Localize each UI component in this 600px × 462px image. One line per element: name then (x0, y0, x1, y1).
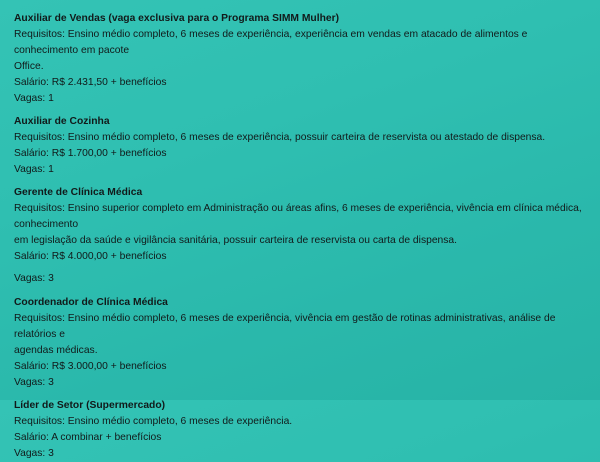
job-title: Coordenador de Clínica Médica (14, 297, 168, 308)
job-title: Auxiliar de Vendas (vaga exclusiva para o Programa SIMM Mulher) (14, 13, 340, 24)
job-salary: Salário: R$ 4.000,00 + benefícios (14, 251, 167, 262)
job-salary: Salário: R$ 2.431,50 + benefícios (14, 77, 167, 88)
job-listing-auxiliar-de-cozinha (14, 114, 586, 178)
job-title: Auxiliar de Cozinha (14, 116, 110, 127)
job-requirements (14, 311, 586, 359)
job-listing-coordenador-de-clinica-medica (14, 295, 586, 391)
job-requirements-line-2: Office. (14, 61, 44, 72)
job-requirements: Requisitos: Ensino médio completo, 6 meses de experiência, possuir carteira de reservista ou atestado de dispensa. (14, 132, 546, 143)
job-requirements: Requisitos: Ensino médio completo, 6 meses de experiência. (14, 416, 293, 427)
job-title: Gerente de Clínica Médica (14, 187, 143, 198)
job-requirements-line-2: agendas médicas. (14, 345, 98, 356)
job-listing-gerente-de-clinica-medica (14, 185, 586, 287)
job-requirements (14, 201, 586, 249)
job-listings (14, 11, 586, 462)
job-requirements-line-2: em legislação da saúde e vigilância sanitária, possuir carteira de reservista ou carta de dispensa. (14, 235, 458, 246)
job-salary: Salário: A combinar + benefícios (14, 432, 162, 443)
job-listing-auxiliar-de-vendas (14, 11, 586, 107)
job-openings: Vagas: 1 (14, 93, 54, 104)
job-requirements-line-1: Requisitos: Ensino médio completo, 6 meses de experiência, experiência em vendas em atacado de alimentos e conhecimento em pacote (14, 29, 528, 56)
job-salary: Salário: R$ 1.700,00 + benefícios (14, 148, 167, 159)
job-salary: Salário: R$ 3.000,00 + benefícios (14, 361, 167, 372)
job-requirements-line-1: Requisitos: Ensino superior completo em Administração ou áreas afins, 6 meses de experiência, vivência em clínica médica, conhecimento (14, 203, 582, 230)
job-openings: Vagas: 3 (14, 273, 54, 284)
job-openings: Vagas: 1 (14, 164, 54, 175)
job-openings: Vagas: 3 (14, 377, 54, 388)
job-requirements-line-1: Requisitos: Ensino médio completo, 6 meses de experiência, vivência em gestão de rotinas administrativas, análise de relatórios e (14, 313, 556, 340)
job-listing-lider-de-setor (14, 398, 586, 462)
job-title: Líder de Setor (Supermercado) (14, 400, 166, 411)
job-requirements (14, 27, 586, 75)
job-openings: Vagas: 3 (14, 448, 54, 459)
